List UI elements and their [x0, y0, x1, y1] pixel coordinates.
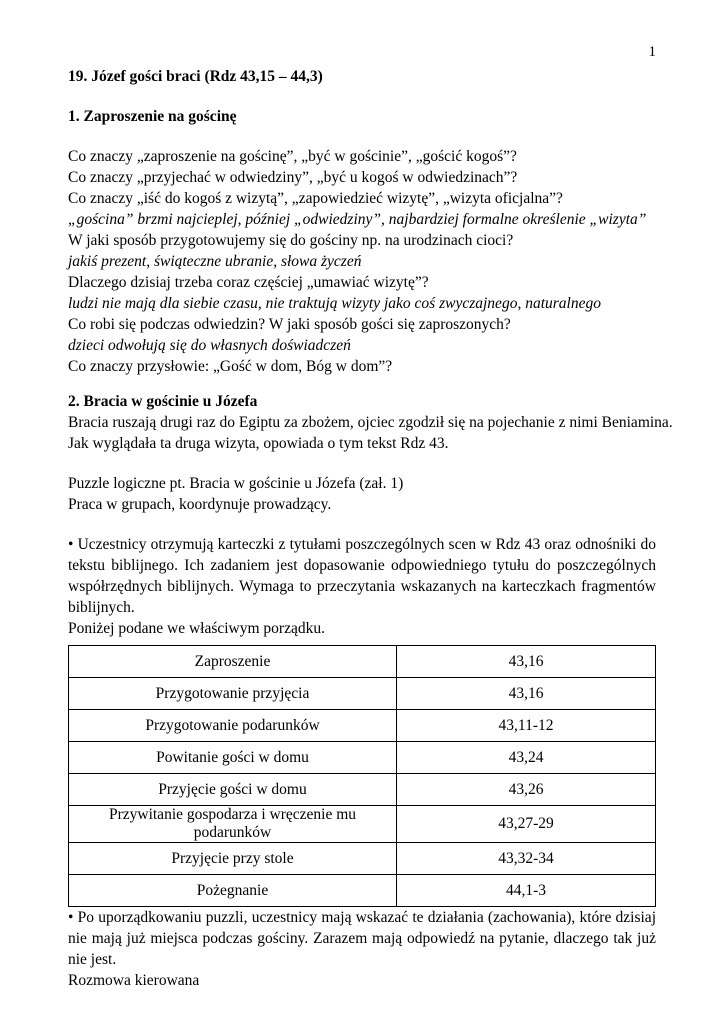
table-row: [69, 742, 656, 774]
closing-line: Rozmowa kierowana: [68, 972, 200, 989]
scene-title-cell: Przygotowanie przyjęcia: [69, 678, 397, 710]
scene-table: [68, 645, 656, 907]
scene-title-cell: Przywitanie gospodarza i wręczenie mu podarunków: [69, 806, 397, 843]
section-1-heading: 1. Zaproszenie na gościnę: [68, 108, 237, 125]
page-number: 1: [648, 44, 656, 60]
document-title: 19. Józef gości braci (Rdz 43,15 – 44,3): [68, 68, 323, 85]
puzzle-title-line: Puzzle logiczne pt. Bracia w gościnie u Józefa (zał. 1): [68, 475, 404, 492]
scene-title-cell: Pożegnanie: [69, 875, 397, 907]
scene-ref-cell: 43,32-34: [397, 843, 656, 875]
scene-ref-cell: 43,16: [397, 678, 656, 710]
order-note: Poniżej podane we właściwym porządku.: [68, 620, 325, 637]
question-line: Co znaczy „zaproszenie na gościnę”, „być w gościnie”, „gościć kogoś”?: [68, 148, 517, 165]
table-row: [69, 843, 656, 875]
answer-line: dzieci odwołują się do własnych doświadczeń: [68, 337, 351, 354]
question-line: Co znaczy „iść do kogoś z wizytą”, „zapowiedzieć wizytę”, „wizyta oficjalna”?: [68, 190, 563, 207]
answer-line: „gościna” brzmi najcieplej, później „odwiedziny”, najbardziej formalne określenie „wizyta”: [68, 211, 647, 228]
table-row: [69, 678, 656, 710]
table-row: [69, 646, 656, 678]
section-2-intro-line: Jak wyglądała ta druga wizyta, opowiada o tym tekst Rdz 43.: [68, 435, 449, 452]
answer-line: jakiś prezent, świąteczne ubranie, słowa życzeń: [68, 253, 362, 270]
question-line: Dlaczego dzisiaj trzeba coraz częściej „umawiać wizytę”?: [68, 274, 429, 291]
section-2-intro-line: Bracia ruszają drugi raz do Egiptu za zbożem, ojciec zgodził się na pojechanie z nimi Beniamina.: [68, 414, 673, 431]
question-line: Co znaczy „przyjechać w odwiedziny”, „być u kogoś w odwiedzinach”?: [68, 169, 518, 186]
scene-title-cell: Powitanie gości w domu: [69, 742, 397, 774]
table-row: [69, 774, 656, 806]
question-line: W jaki sposób przygotowujemy się do gościny np. na urodzinach cioci?: [68, 232, 514, 249]
scene-ref-cell: 43,24: [397, 742, 656, 774]
bullet-paragraph: • Po uporządkowaniu puzzli, uczestnicy mają wskazać te działania (zachowania), które dzisiaj nie mają już miejsca podczas gościny. Zarazem mają odpowiedź na pytanie, dlaczego tak już nie jest.: [68, 909, 656, 968]
question-line: Co znaczy przysłowie: „Gość w dom, Bóg w dom”?: [68, 358, 393, 375]
scene-title-cell: Przyjęcie przy stole: [69, 843, 397, 875]
scene-title-cell: Przygotowanie podarunków: [69, 710, 397, 742]
scene-title-cell: Zaproszenie: [69, 646, 397, 678]
section-2-heading: 2. Bracia w gościnie u Józefa: [68, 393, 258, 410]
table-row: [69, 875, 656, 907]
scene-ref-cell: 43,27-29: [397, 806, 656, 843]
question-line: Co robi się podczas odwiedzin? W jaki sposób gości się zaproszonych?: [68, 316, 511, 333]
puzzle-instruction-line: Praca w grupach, koordynuje prowadzący.: [68, 496, 332, 513]
answer-line: ludzi nie mają dla siebie czasu, nie traktują wizyty jako coś zwyczajnego, naturalnego: [68, 295, 601, 312]
table-row: [69, 710, 656, 742]
bullet-paragraph: • Uczestnicy otrzymują karteczki z tytułami poszczególnych scen w Rdz 43 oraz odnośniki do tekstu biblijnego. Ich zadaniem jest dopasowanie odpowiedniego tytułu do poszczególnych współrzędnych biblijnych. Wymaga to przeczytania wskazanych na karteczkach fragmentów biblijnych.: [68, 536, 656, 616]
scene-title-cell: Przyjęcie gości w domu: [69, 774, 397, 806]
scene-ref-cell: 43,26: [397, 774, 656, 806]
scene-ref-cell: 44,1-3: [397, 875, 656, 907]
table-row: [69, 806, 656, 843]
section-1-lines: [68, 146, 656, 377]
scene-ref-cell: 43,16: [397, 646, 656, 678]
scene-ref-cell: 43,11-12: [397, 710, 656, 742]
document-body: [68, 66, 673, 991]
